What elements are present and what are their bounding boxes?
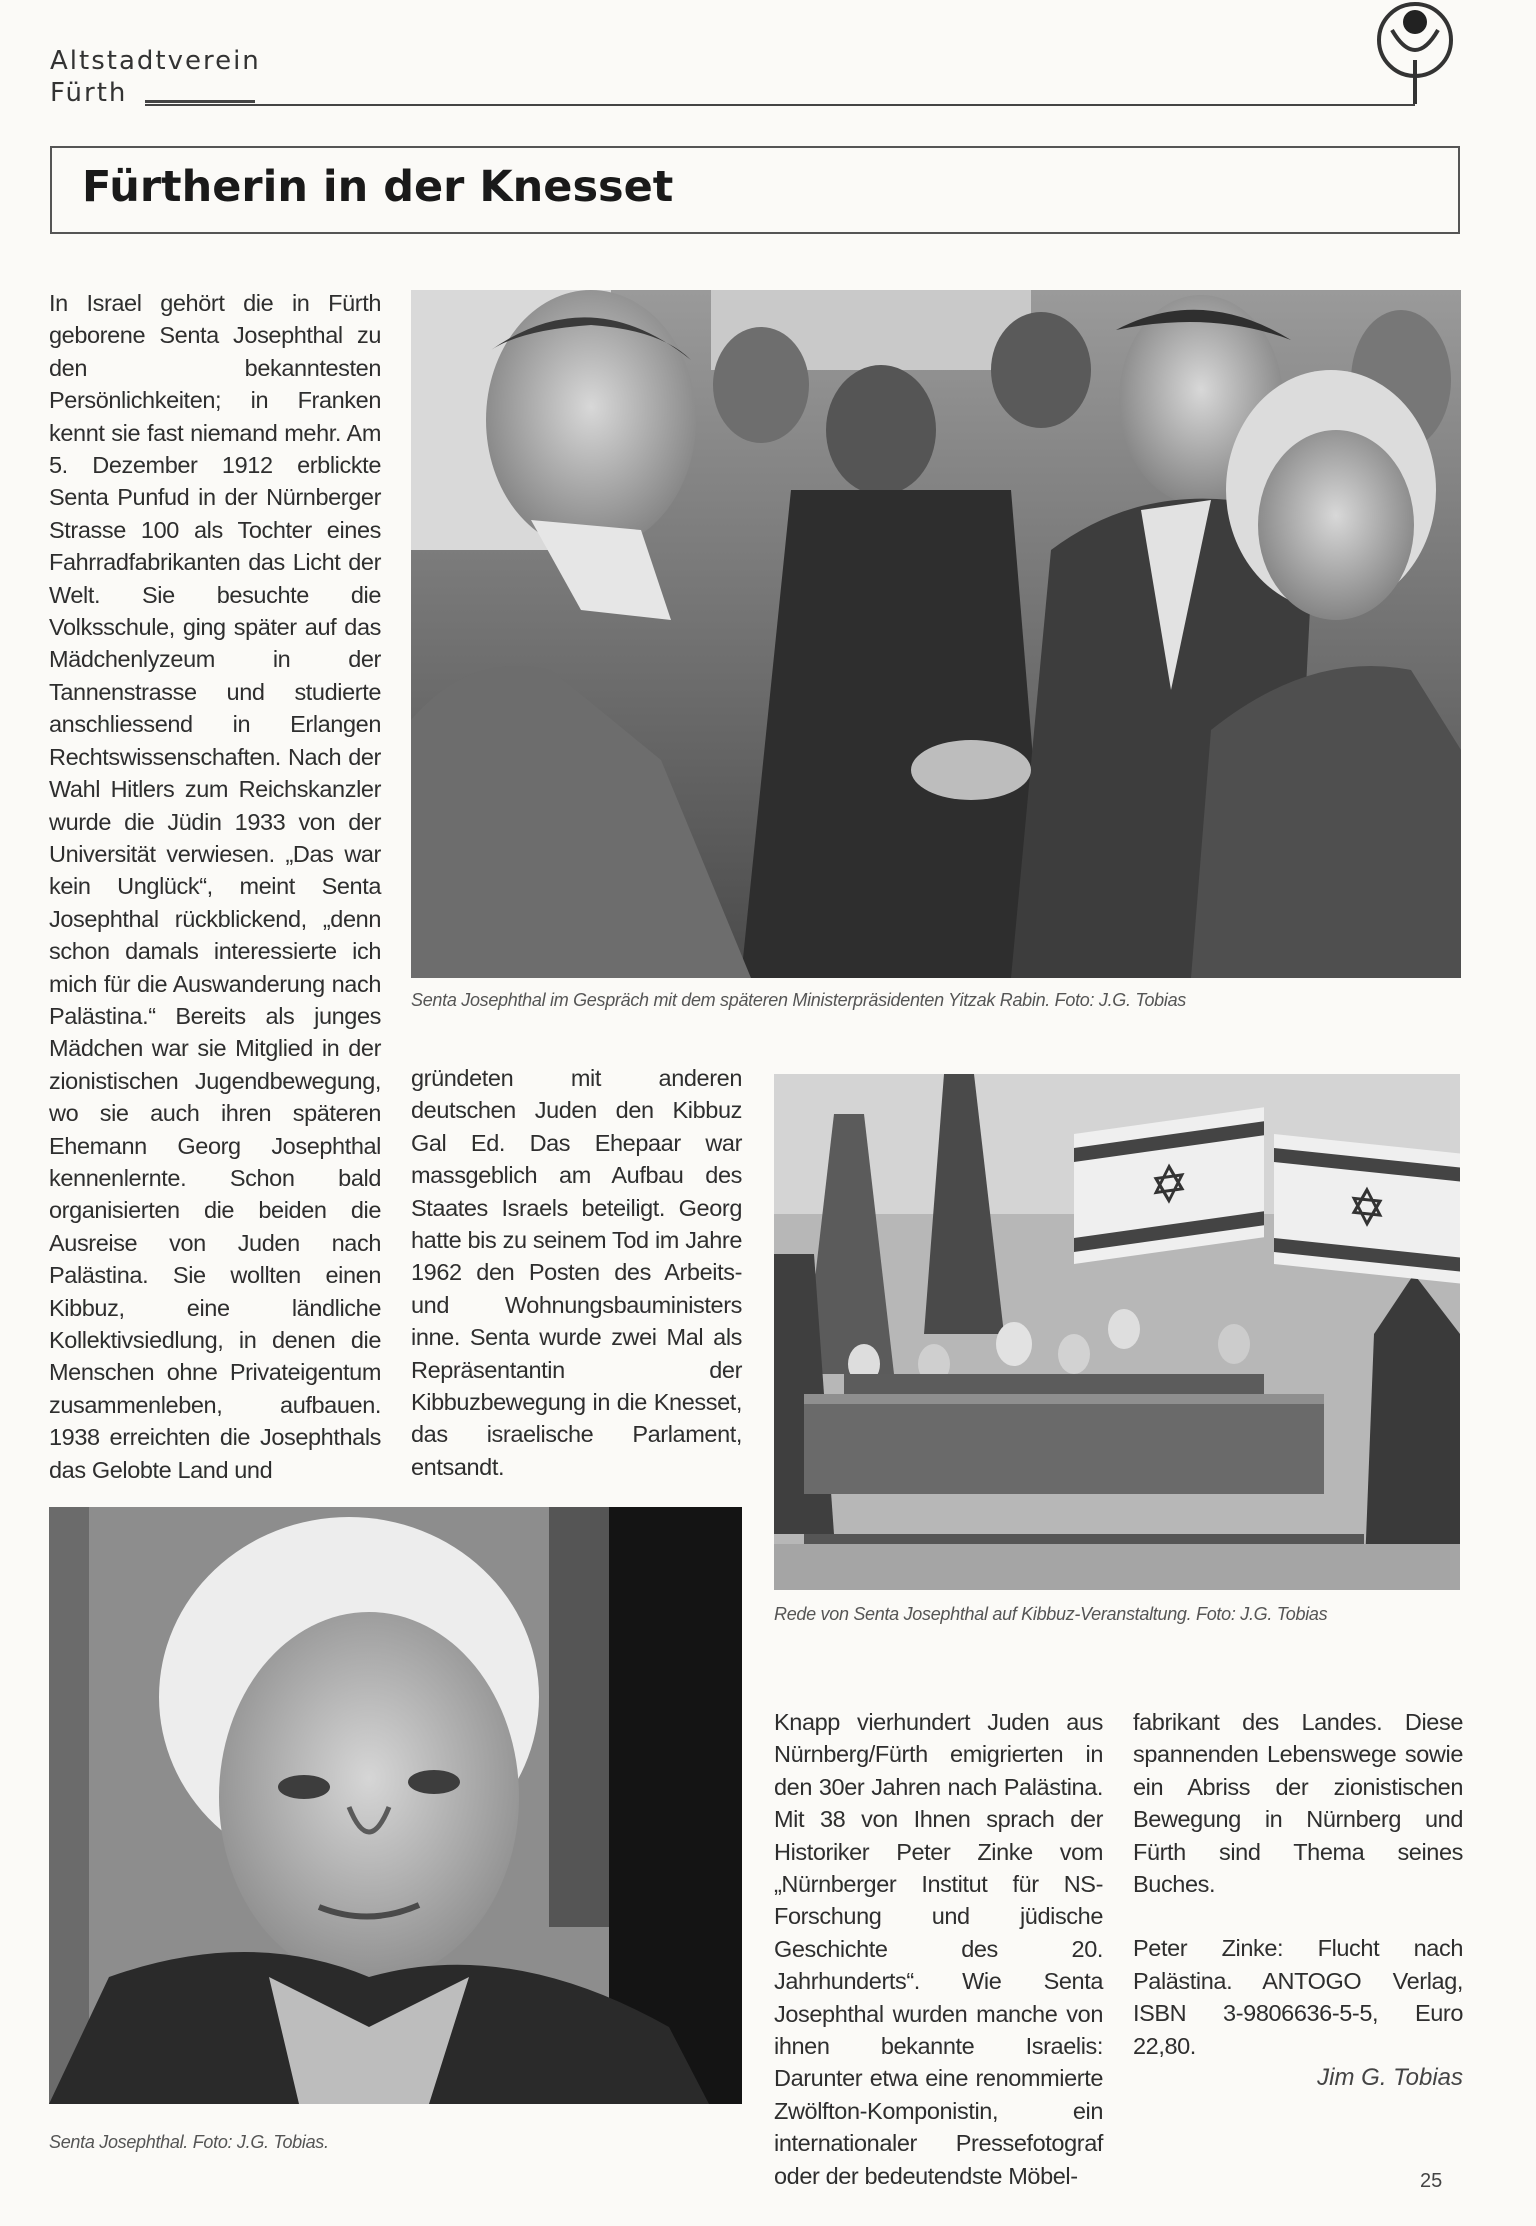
article-column-4 [1133, 1706, 1463, 2062]
article-column-1 [49, 287, 381, 1486]
article-text-col3: Knapp vierhundert Juden aus Nürnberg/Fürth emigrierten in den 30er Jahren nach Palästina. Mit 38 von Ihnen sprach der Historiker Peter Zinke vom „Nürnberger Institut für NS-Forschung und jüdische Geschichte des 20. Jahrhunderts“. Wie Senta Josephthal wurden manche von ihnen bekannte Israelis: Darunter etwa eine renommierte Zwölfton-Komponistin, ein internationaler Pressefotograf oder der bedeutendste Möbel- [774, 1709, 1103, 2189]
article-text-col2: gründeten mit anderen deutschen Juden den Kibbuz Gal Ed. Das Ehepaar war massgeblich am Aufbau des Staates Israels beteiligt. Georg hatte bis zu seinem Tod im Jahre 1962 den Posten des Arbeits- und Wohnungsbauministers inne. Senta wurde zwei Mal als Repräsentantin der Kibbuzbewegung in die Knesset, das israelische Parlament, entsandt. [411, 1065, 742, 1480]
article-text-col1: In Israel gehört die in Fürth geborene Senta Josephthal zu den bekanntesten Persönlichkeiten; in Franken kennt sie fast niemand mehr. Am 5. Dezember 1912 erblickte Senta Punfud in der Nürnberger Strasse 100 als Tochter eines Fahrradfabrikanten das Licht der Welt. Sie besuchte die Volksschule, ging später auf das Mädchenlyzeum in der Tannenstrasse und studierte anschliessend in Erlangen Rechtswissenschaften. Nach der Wahl Hitlers zum Reichskanzler wurde die Jüdin 1933 von der Universität verwiesen. „Das war kein Unglück“, meint Senta Josephthal rückblickend, „denn schon damals interessierte ich mich für die Auswanderung nach Palästina.“ Bereits als junges Mädchen war sie Mitglied in der zionistischen Jugendbewegung, wo sie auch ihren späteren Ehemann Georg Josephthal kennenlernte. Schon bald organisierten die beiden die Ausreise von Juden nach Palästina. Sie wollten einen Kibbuz, eine ländliche Kollektivsiedlung, in denen die Menschen ohne Privateigentum zusammenleben, aufbauen. 1938 erreichten die Josephthals das Gelobte Land und [49, 290, 381, 1483]
header-rule [145, 104, 1415, 106]
page-number: 25 [1420, 2170, 1443, 2192]
org-name: Altstadtverein [50, 46, 261, 76]
article-text-col4: fabrikant des Landes. Diese spannenden Lebenswege sowie ein Abriss der zionistischen Bewegung in Nürnberg und Fürth sind Thema seines Buches. [1133, 1709, 1463, 1898]
book-reference: Peter Zinke: Flucht nach Palästina. ANTOGO Verlag, ISBN 3-9806636-5-5, Euro 22,80. [1133, 1935, 1463, 2059]
caption-portrait: Senta Josephthal. Foto: J.G. Tobias. [49, 2132, 329, 2152]
article-column-2 [411, 1062, 742, 1483]
photo-kibbuz-event [774, 1074, 1460, 1590]
header-rule-accent [145, 100, 255, 103]
author-name: Jim G. Tobias [1317, 2064, 1463, 2091]
page-title: Fürtherin in der Knesset [82, 162, 674, 212]
org-city: Fürth [50, 78, 128, 108]
photo-senta-portrait [49, 1507, 742, 2104]
caption-middle-photo: Rede von Senta Josephthal auf Kibbuz-Veranstaltung. Foto: J.G. Tobias [774, 1604, 1328, 1624]
title-box [50, 146, 1460, 234]
caption-top-photo: Senta Josephthal im Gespräch mit dem späteren Ministerpräsidenten Yitzak Rabin. Foto: J.G. Tobias [411, 990, 1186, 1010]
article-column-3 [774, 1706, 1103, 2192]
photo-rabin-meeting [411, 290, 1461, 978]
altstadtverein-logo-icon [1368, 0, 1462, 108]
